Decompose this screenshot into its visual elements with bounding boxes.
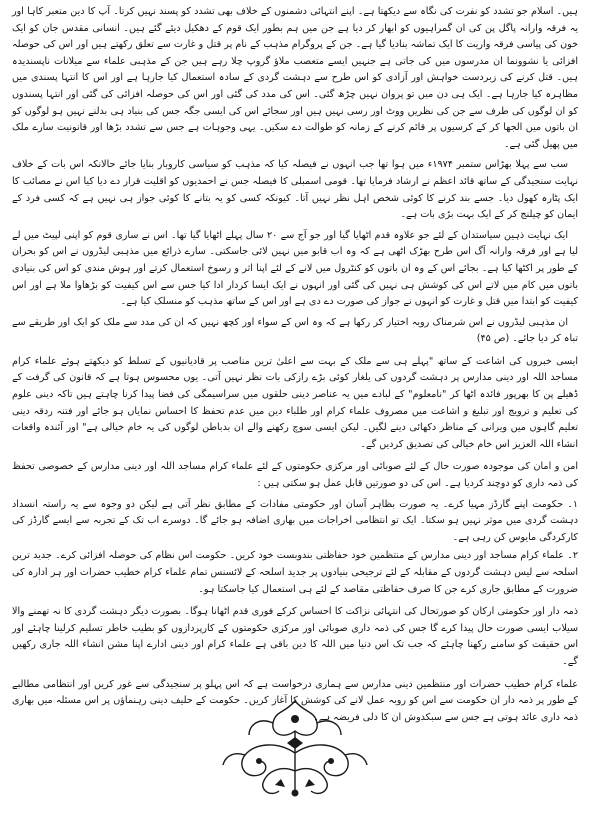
paragraph-1: ہیں۔ اسلام جو تشدد کو نفرت کی نگاہ سے دیکھتا ہے۔ اپنے انتہائی دشمنوں کے خلاف بھی تشدد کو پسند نہیں کرتا۔ آپ کا دین متعبر کاہا اور یہ فرقہ وارانہ پاگل پن کی ان گمراہیوں کو ابھار کر دیا ہے جن میں ہم بطور ایک قوم کے دھکیل دیئے گئے ہیں۔ انسانی مقدس جان کو ایک خون کی پیاسی فرقہ واریت کا ایک تماشہ بنادیا گیا ہے۔ جن کے پروگرام مذہب کے نام پر قتل و غارت سے تعلق رکھتے ہیں اور اس کی حوصلہ افزائی یا نشوونما ان مدرسوں میں کی جاتی ہے جنہیں ایسے متعصب ملاؤ گروپ چلا رہے ہیں جن کے مذہبی علماء سے میلانات ناپسندیدہ ہیں۔ قتل کرنے کی زبردست خواہش اور آزادی کو اس طرح سے دہشت گردی کے سادہ استعمال کیا جارہا ہے اور اس کا انتہا پسندی میں مظاہرہ کیا جارہا ہے۔ ایک ہی دن میں تو پروان نہیں چڑھ گئی۔ اس کی مدد کی گئی اور اس کی حوصلہ افزائی کی گئی اور انتہا پسندوں کو ان لوگوں کی طرف سے جن کی نظریں ووٹ اور رسی نہیں ہیں اور سجائے اس کی ایسی جگہ جس کی بنیاد ہی بدلنے نہیں ہو لوگوں کو ان باتوں میں الجھا کر کے کرسیوں پر قائم کرنے کے زمانہ کو طوالت دے سکیں۔ یہی وجوہات ہے جس سے تشدد بڑھا اور قانونیت سارے ملک میں پھیل گئی ہے۔ — [12, 6, 578, 150]
paragraph-7: ذمہ دار اور حکومتی ارکان کو صورتحال کی انتہائی نزاکت کا احساس کرکے فوری قدم اٹھانا ہوگا۔ بصورت دیگر دہشت گردی کا نہ تھمنے والا سیلاب ایسی صورت حال پیدا کرے گا جس کی ذمہ داری صوبائی اور مرکزی حکومتوں کے کارپردازوں کو بطیب خاطر تسلیم کرلینا چاہئے اور اس حقیقت کو سامنے رکھنا چاہئے کہ جب تک اس دنیا میں اللہ کا دین باقی ہے علماء کرام اور دینی ادارے اپنا مشن انشاء اللہ جاری رکھیں گے۔ — [12, 606, 578, 667]
paragraph-6: امن و امان کی موجودہ صورت حال کے لئے صوبائی اور مرکزی حکومتوں کے لئے علماء کرام مساجد اللہ اور دینی مدارس کے خصوصی تحفظ کی ذمہ داری کو دوچند کردیا ہے۔ اس کی دو صورتیں قابل عمل ہو سکتی ہیں : — [12, 461, 578, 490]
floral-ornament-icon — [215, 693, 375, 803]
paragraph-5: ایسی خبروں کی اشاعت کے ساتھ "پہلے ہی سے ملک کے بہت سے اعلیٰ ترین مناصب پر قادیانیوں کے تسلط کو دیکھتے ہوئے علماء کرام مساجد اللہ اور دینی مدارس پر دہشت گردوں کی یلغار کوئی بڑے رازکی بات نظر نہیں آتی۔ یوں محسوس ہوتا ہے کہ قانون کی گرفت کے ڈھیلے پن کا بھرپور فائدہ اٹھا کر "نامعلوم" کے لبادے میں یہ عناصر دینی حلقوں میں سراسیمگی کی فضا پیدا کرنا چاہتے ہیں تاکہ دینی علوم کی تعلیم و ترویج اور تبلیغ و اشاعت میں مصروف علماء کرام اور طلباء دین میں عدم تحفظ کا احساس نمایاں ہو جائے اور فتنہ ردقہ دینی تعلیم گاہوں میں ویرانی کے مناظر دکھائی دینے لگیں۔ لیکن ایسی سوچ رکھنے والے ان بدباطن لوگوں کی یہ خام خیالی ہے" اور آئندہ واقعات انشاء اللہ العزیز اس خام خیالی کی تصدیق کردیں گے۔ — [12, 355, 578, 450]
paragraph-3: ایک نہایت ذہین سیاستدان کے لئے جو علاوہ قدم اٹھایا گیا اور جو آج سے ۲۰ سال پہلے اٹھایا گیا تھا۔ اس نے ساری قوم کو اپنی لپیٹ میں لے لیا ہے اور فرقہ وارانہ آگ اس طرح بھڑک اٹھی ہے کہ وہ اب قابو میں نہیں لائی جاسکتی۔ سارے ذرائع میں مذہبی لیڈروں نے اس کو بحران کے طور پر اکٹھا کیا ہے۔ بجائے اس کے وہ ان باتوں کو کنٹرول میں لانے کے لئے اپنا اثر و رسوخ استعمال کرتے اور ہوش مندی کو اس کی بنیادی باتوں میں کام میں لاتے اس کی کوشش ہی نہیں کی گئی اور انہوں نے ایک ایسا کردار ادا کیا جس سے اس کیفیت کو بڑھاوا ملا ہے اور اس کیفیت کو ابتدا میں قتل و غارت کو انہوں نے جواز کی صورت دے دی ہے اور اس کے ساتھ مذہب کو منسلک کیا ہے۔ — [12, 229, 578, 308]
list-item-2: ۲۔ علماء کرام مساجد اور دینی مدارس کے منتظمین خود حفاظتی بندوبست خود کریں۔ حکومت اس نظام کی حوصلہ افزائی کرے۔ جدید ترین اسلحہ سے لیس دہشت گردوں کے مقابلہ کے لئے ترجیحی بنیادوں پر جدید اسلحہ کے لائسنس تمام علماء کرام خطیب حضرات اور ہر ادارہ کی ضرورت کے مطابق جاری کرے جن کا صرف حفاظتی مقاصد کے لئے ہی استعمال کیا جاسکتا ہو۔ — [12, 550, 578, 595]
paragraph-2: سب سے پہلا بھڑاس ستمبر ۱۹۷۴ء میں ہوا تھا جب انہوں نے فیصلہ کیا کہ مذہب کو سیاسی کاروبار بنایا جائے حالانکہ اس بات کے خلاف نہایت سنجیدگی کے ساتھ قائد اعظم نے ارشاد فرمایا تھا۔ قومی اسمبلی کا فیصلہ جس نے احمدیوں کو اقلیت قرار دے دیا کیا اس نے مصائب کا ایک پٹارہ کھول دیا۔ جسے بند کرنے کا کوئی شخص اہل نظر نہیں آتا۔ کیونکہ کسی کو یہ بتانے کا کوئی جواز ہی نہیں ہے کہ کسی فرد کے ایمان کو چیلنج کر کے ایک بہت بڑی بات ہے۔ — [12, 159, 578, 221]
ornament-container — [0, 693, 590, 803]
paragraph-4: ان مذہبی لیڈروں نے اس شرمناک رویہ اختیار کر رکھا ہے کہ وہ اس کے سواء اور کچھ نہیں کہ ان کی مدد سے ملک کو ایک اور طریقے سے تباہ کر دیا جائے۔ (ص ۴۵) — [12, 316, 578, 345]
paragraph-8: علماء کرام خطیب حضرات اور منتظمین دینی مدارس سے ہماری درخواست ہے کہ اس پہلو پر سنجیدگی سے غور کریں اور انتظامی مطالبے کے طور پر ذمہ دار ان حکومت سے اس کو روبہ عمل لانے کی کوشش کا آغاز کریں۔ حکومت کے حلیف دینی رہنماؤں پر اس مسئلہ میں بھاری ذمہ داری عائد ہوتی ہے جس سے سبکدوش ان کا دلی فریضہ ہے۔ — [12, 678, 578, 723]
list-item-1: ۱۔ حکومت اپنے گارڈز مہیا کرے۔ یہ صورت بظاہر آسان اور حکومتی مفادات کے مطابق نظر آتی ہے لیکن دو وجوہ سے یہ راستہ انسداد دہشت گردی میں موثر نہیں ہو سکتا۔ ایک تو انتظامی اخراجات میں بھاری اضافہ ہو جائے گا۔ دوسرے اب تک کے تجربہ سے ایسے گارڈز کی کارکردگی مایوس کن رہی ہے۔ — [12, 498, 578, 543]
